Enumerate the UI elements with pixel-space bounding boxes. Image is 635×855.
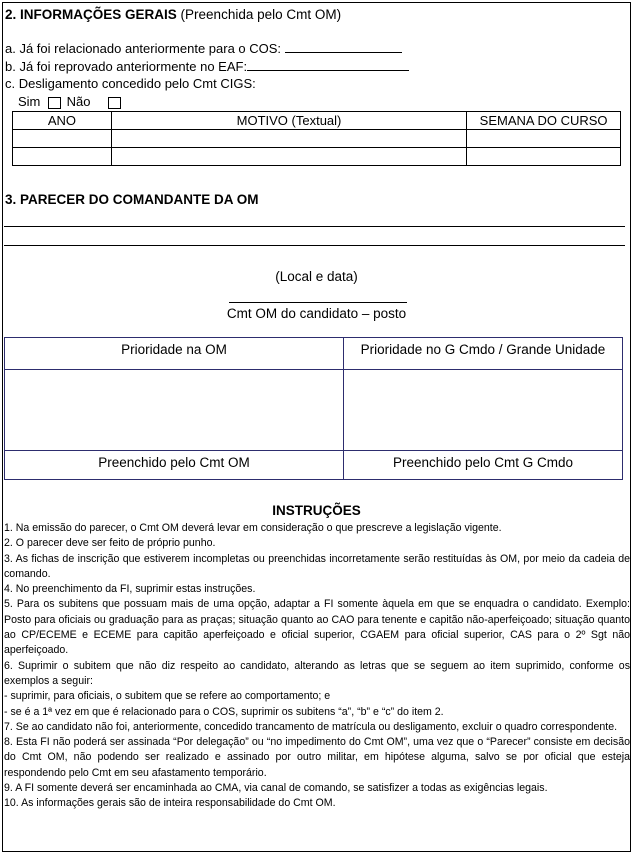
instruction-item: 9. A FI somente deverá ser encaminhada ao CMA, via canal de comando, se satisfizer a todas as exigências legais. [4,782,548,795]
question-a-label: a. Já foi relacionado anteriormente para o COS: [5,41,282,56]
option-sim-label: Sim [18,94,41,109]
column-header-ano: ANO [13,112,112,130]
option-sim-checkbox[interactable] [48,97,61,109]
instruction-item: - se é a 1ª vez em que é relacionado para o COS, suprimir os subitens “a”, “b” e “c” do item 2. [4,705,444,718]
instruction-item: 2. O parecer deve ser feito de próprio punho. [4,537,216,550]
table-header-row [13,112,621,130]
table-row [13,148,621,166]
priority-box [4,337,623,480]
column-header-motivo: MOTIVO (Textual) [111,112,466,130]
question-a [5,40,402,56]
instruction-item: 10. As informações gerais são de inteira responsabilidade do Cmt OM. [4,797,336,810]
table-cell-ano[interactable] [13,130,112,148]
instructions-title: INSTRUÇÕES [272,503,361,518]
opinion-line-2[interactable] [4,245,625,246]
instruction-item: 7. Se ao candidato não foi, anteriormente, concedido trancamento de matrícula ou desligamento, excluir o quadro correspondente. [4,720,618,733]
priority-footer-divider [5,450,622,451]
instruction-item: 4. No preenchimento da FI, suprimir estas instruções. [4,583,256,596]
instruction-item: 8. Esta FI não poderá ser assinada “Por delegação” ou “no impedimento do Cmt OM”, uma vez que o “Parecer” consiste em decisão do Cmt OM, não podendo ser realizado e assinado por outro militar, em hipótese alguma, salvo se por oficial que esteja respondendo pelo Cmt em seu afastamento temporário. [4,736,630,779]
instruction-item: 1. Na emissão do parecer, o Cmt OM deverá levar em consideração o que prescreve a legislação vigente. [4,522,502,534]
table-cell-semana[interactable] [467,148,621,166]
priority-om-header: Prioridade na OM [121,342,227,357]
table-row [13,130,621,148]
instruction-item: 6. Suprimir o subitem que não diz respeito ao candidato, alterando as letras que se seguem ao item suprimido, conforme os exemplos a seguir: [4,659,630,687]
signature-label: Cmt OM do candidato – posto [226,306,407,321]
priority-gcmdo-header: Prioridade no G Cmdo / Grande Unidade [360,342,606,357]
priority-gcmdo-input[interactable] [344,370,622,449]
instructions-list [4,521,630,812]
question-a-answer-field[interactable] [285,40,402,53]
table-cell-semana[interactable] [467,130,621,148]
priority-gcmdo-footer: Preenchido pelo Cmt G Cmdo [392,455,574,470]
question-b-answer-field[interactable] [247,58,409,71]
section-3-title: 3. PARECER DO COMANDANTE DA OM [5,192,259,207]
question-c-options [18,94,121,109]
instruction-item: 5. Para os subitens que possuam mais de uma opção, adaptar a FI somente àquela em que se enquadra o candidato. Exemplo: Posto para oficiais ou graduação para as praças; situação quanto ao CAO para tenente e capitão não-aperfeiçoado; situação quanto ao CP/ECEME e ECEME para capitão aperfeiçoado e oficial superior, CGAEM para oficial superior, CAS para o 2º Sgt não aperfeiçoado. [4,598,630,657]
priority-om-input[interactable] [5,370,343,449]
column-header-semana: SEMANA DO CURSO [467,112,621,130]
table-cell-motivo[interactable] [111,148,466,166]
signature-line[interactable] [229,302,407,303]
section-2-heading [5,7,341,22]
question-b-label: b. Já foi reprovado anteriormente no EAF: [5,59,248,74]
opinion-line-1[interactable] [4,226,625,227]
question-c-label: c. Desligamento concedido pelo Cmt CIGS: [5,76,256,91]
section-2-subtitle: (Preenchida pelo Cmt OM) [180,7,342,22]
option-nao-label: Não [66,94,91,109]
dismissal-table [12,111,621,166]
table-cell-motivo[interactable] [111,130,466,148]
option-nao-checkbox[interactable] [108,97,121,109]
local-date-label: (Local e data) [275,269,358,284]
priority-om-footer: Preenchido pelo Cmt OM [98,455,250,470]
section-2-title: 2. INFORMAÇÕES GERAIS [5,7,177,22]
table-cell-ano[interactable] [13,148,112,166]
question-b [5,58,409,74]
instruction-item: - suprimir, para oficiais, o subitem que se refere ao comportamento; e [4,690,331,703]
instruction-item: 3. As fichas de inscrição que estiverem incompletas ou preenchidas incorretamente serão restituídas às OM, por meio da cadeia de comando. [4,552,630,580]
